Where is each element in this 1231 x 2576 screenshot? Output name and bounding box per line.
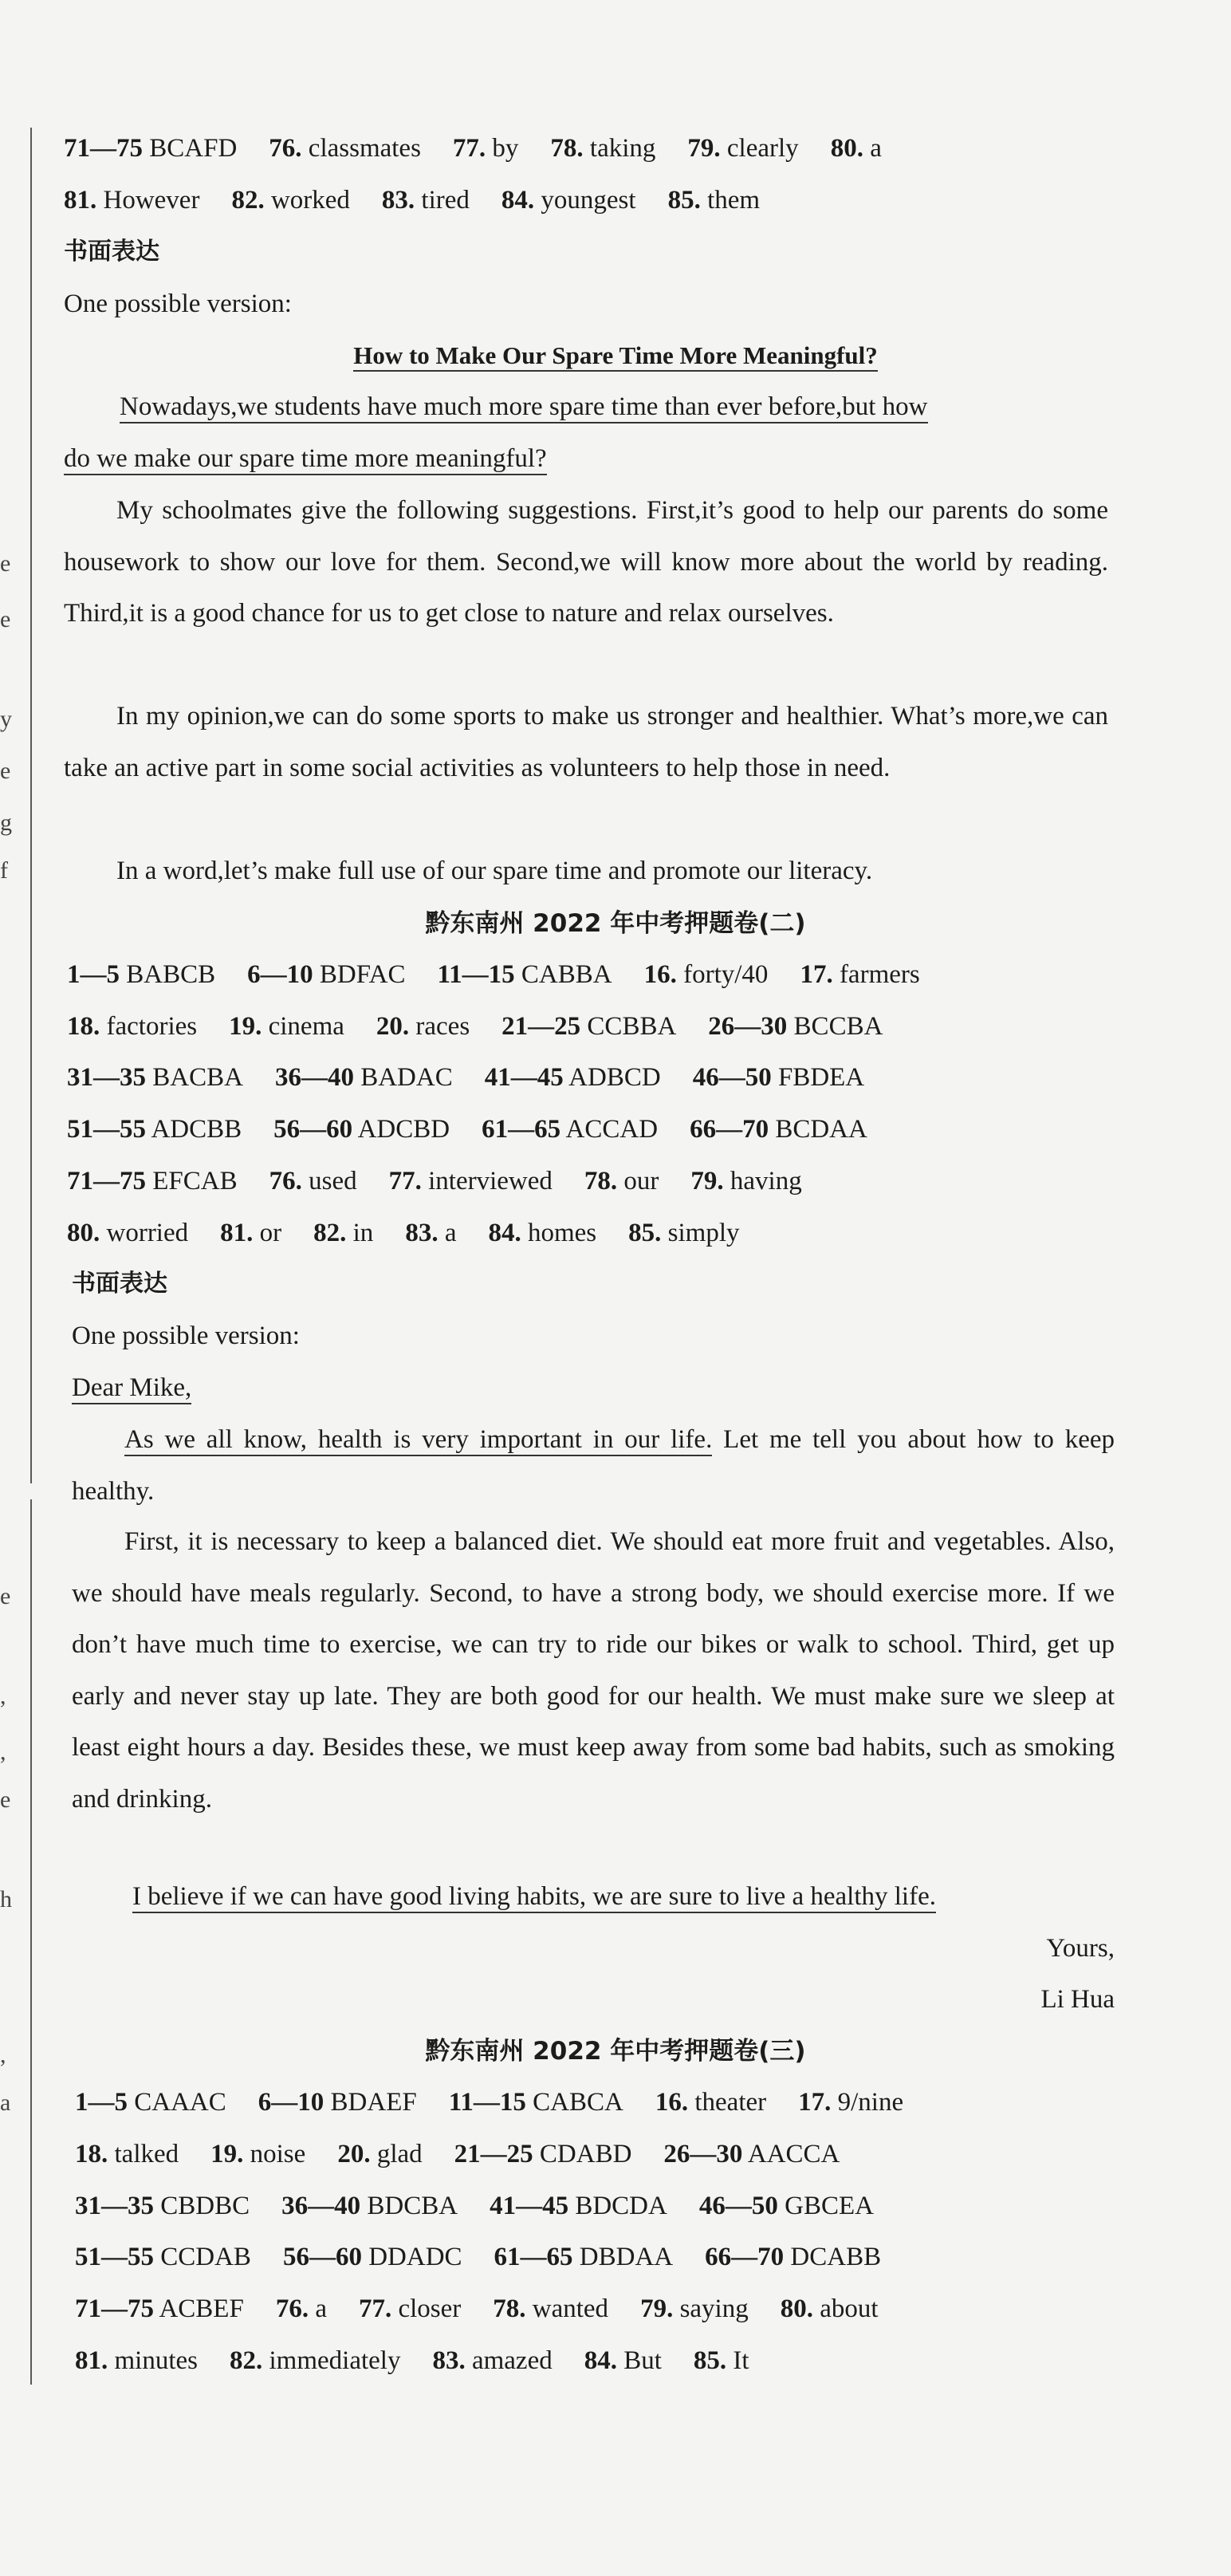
answer-row [75, 2138, 840, 2170]
essay-paragraph: In my opinion,we can do some sports to make us stronger and healthier. What’s more,we can take an active part in some social activities as volunteers to help those in need. [64, 702, 1108, 782]
answer-item: 84. homes [488, 1219, 597, 1247]
section-title: 黔东南州 2022 年中考押题卷(二) [425, 909, 806, 938]
answer-item: 77. interviewed [388, 1167, 553, 1195]
margin-fragment: g [0, 809, 12, 836]
answer-row [67, 1010, 883, 1042]
margin-fragment: , [0, 1683, 6, 1709]
answer-item: 26—30 AACCA [663, 2140, 840, 2168]
answer-row [67, 1062, 864, 1093]
margin-fragment: e [0, 1583, 11, 1609]
section-title: 黔东南州 2022 年中考押题卷(三) [425, 2037, 806, 2066]
letter-closing-sentence: I believe if we can have good living habits, we are sure to live a healthy life. [132, 1881, 936, 1912]
answer-row [67, 1113, 867, 1145]
writing-heading: 书面表达 [72, 1270, 167, 1298]
answer-item: 71—75 EFCAB [67, 1167, 238, 1195]
possible-version-label: One possible version: [72, 1321, 300, 1350]
writing-heading: 书面表达 [64, 238, 159, 266]
answer-item: 19. cinema [229, 1012, 344, 1041]
answer-item: 78. taking [550, 134, 656, 163]
answer-item: 66—70 DCABB [705, 2243, 882, 2271]
margin-fragment: e [0, 1786, 11, 1813]
answer-row [64, 132, 882, 164]
answer-item: 20. glad [337, 2140, 423, 2168]
answer-item: 16. forty/40 [643, 960, 769, 989]
answer-row [75, 2241, 881, 2273]
letter-signature: Li Hua [1040, 1985, 1115, 2014]
margin-fragment: e [0, 758, 11, 784]
answer-item: 11—15 CABBA [437, 960, 612, 989]
answer-item: 26—30 BCCBA [708, 1012, 883, 1041]
answer-item: 79. having [690, 1167, 802, 1195]
answer-item: 41—45 ADBCD [484, 1063, 661, 1092]
letter-signoff: Yours, [1046, 1934, 1115, 1963]
margin-fragment: , [0, 1739, 6, 1765]
answer-item: 36—40 BADAC [274, 1063, 453, 1092]
answer-item: 6—10 BDFAC [247, 960, 406, 989]
answer-item: 81. minutes [75, 2346, 198, 2375]
answer-item: 56—60 ADCBD [273, 1115, 450, 1144]
answer-row [67, 1165, 802, 1197]
answer-item: 82. in [313, 1219, 374, 1247]
answer-item: 76. classmates [269, 134, 421, 163]
answer-item: 76. used [269, 1167, 357, 1195]
letter-greeting: Dear Mike, [72, 1372, 191, 1404]
margin-rule-top [30, 128, 32, 1483]
margin-fragment: a [0, 2090, 11, 2116]
answer-row [75, 2293, 879, 2325]
answer-item: 61—65 ACCAD [482, 1115, 659, 1144]
possible-version-label: One possible version: [64, 290, 292, 318]
margin-fragment: e [0, 606, 11, 632]
essay-intro-line: Nowadays,we students have much more spare time than ever before,but how [120, 391, 928, 423]
answer-item: 17. farmers [800, 960, 920, 989]
answer-item: 76. a [275, 2294, 327, 2323]
answer-row [64, 184, 760, 216]
answer-item: 17. 9/nine [798, 2088, 904, 2117]
margin-fragment: h [0, 1886, 12, 1912]
answer-item: 79. clearly [687, 134, 799, 163]
answer-row [75, 2190, 874, 2222]
answer-item: 16. theater [655, 2088, 767, 2117]
margin-fragment: y [0, 706, 12, 732]
answer-item: 36—40 BDCBA [281, 2192, 458, 2220]
answer-item: 85. simply [628, 1219, 740, 1247]
answer-item: 82. worked [231, 186, 350, 215]
essay-intro-line: do we make our spare time more meaningful? [64, 443, 547, 475]
answer-row [67, 959, 920, 991]
answer-row [75, 2086, 903, 2118]
answer-item: 85. It [693, 2346, 749, 2375]
letter-paragraph: As we all know, health is very important in our life. Let me tell you about how to keep healthy. [72, 1425, 1115, 1506]
answer-item: 41—45 BDCDA [490, 2192, 667, 2220]
answer-row [75, 2345, 749, 2377]
answer-item: 6—10 BDAEF [258, 2088, 417, 2117]
answer-item: 81. However [64, 186, 200, 215]
margin-fragment: f [0, 857, 8, 884]
answer-item: 1—5 BABCB [67, 960, 216, 989]
answer-item: 18. factories [67, 1012, 198, 1041]
answer-item: 11—15 CABCA [448, 2088, 623, 2117]
answer-item: 77. by [452, 134, 519, 163]
answer-item: 78. wanted [493, 2294, 609, 2323]
answer-item: 85. them [667, 186, 761, 215]
answer-item: 66—70 BCDAA [690, 1115, 867, 1144]
answer-item: 71—75 ACBEF [75, 2294, 244, 2323]
answer-item: 18. talked [75, 2140, 179, 2168]
answer-item: 31—35 CBDBC [75, 2192, 250, 2220]
answer-item: 79. saying [640, 2294, 749, 2323]
answer-item: 80. about [780, 2294, 879, 2323]
answer-item: 61—65 DBDAA [494, 2243, 674, 2271]
answer-item: 51—55 ADCBB [67, 1115, 242, 1144]
answer-item: 20. races [376, 1012, 470, 1041]
essay-paragraph: In a word,let’s make full use of our spare time and promote our literacy. [116, 857, 873, 885]
answer-item: 78. our [584, 1167, 659, 1195]
answer-item: 84. But [584, 2346, 662, 2375]
answer-item: 83. amazed [432, 2346, 553, 2375]
answer-item: 81. or [220, 1219, 282, 1247]
essay-paragraph: My schoolmates give the following suggestions. First,it’s good to help our parents do some housework to show our love for them. Second,we will know more about the world by reading. Third,it is a good chance for us to get close to nature and relax ourselves. [64, 496, 1108, 628]
margin-fragment: , [0, 2042, 6, 2068]
answer-item: 56—60 DDADC [282, 2243, 462, 2271]
answer-item: 1—5 CAAAC [75, 2088, 226, 2117]
answer-row [67, 1217, 740, 1249]
answer-item: 82. immediately [230, 2346, 401, 2375]
answer-item: 46—50 GBCEA [698, 2192, 874, 2220]
answer-item: 31—35 BACBA [67, 1063, 243, 1092]
answer-item: 80. worried [67, 1219, 189, 1247]
answer-item: 21—25 CDABD [454, 2140, 632, 2168]
answer-item: 80. a [830, 134, 882, 163]
margin-fragment: e [0, 550, 11, 577]
letter-paragraph: First, it is necessary to keep a balanced diet. We should eat more fruit and vegetables. Also, we should have meals regularly. Second, to have a strong body, we should exercise more. If we don’t have much time to exercise, we can try to ride our bikes or walk to school. Third, get up early and never stay up late. They are both good for our health. We must make sure we sleep at least eight hours a day. Besides these, we must keep away from some bad habits, such as smoking and drinking. [72, 1527, 1115, 1814]
answer-item: 19. noise [210, 2140, 306, 2168]
answer-item: 77. closer [358, 2294, 462, 2323]
answer-item: 21—25 CCBBA [501, 1012, 677, 1041]
answer-item: 46—50 FBDEA [692, 1063, 865, 1092]
essay-title: How to Make Our Spare Time More Meaningful? [0, 340, 1231, 372]
answer-item: 84. youngest [501, 186, 636, 215]
answer-item: 71—75 BCAFD [64, 134, 238, 163]
answer-item: 51—55 CCDAB [75, 2243, 251, 2271]
answer-item: 83. a [405, 1219, 457, 1247]
margin-rule-bottom [30, 1499, 32, 2385]
answer-item: 83. tired [381, 186, 470, 215]
